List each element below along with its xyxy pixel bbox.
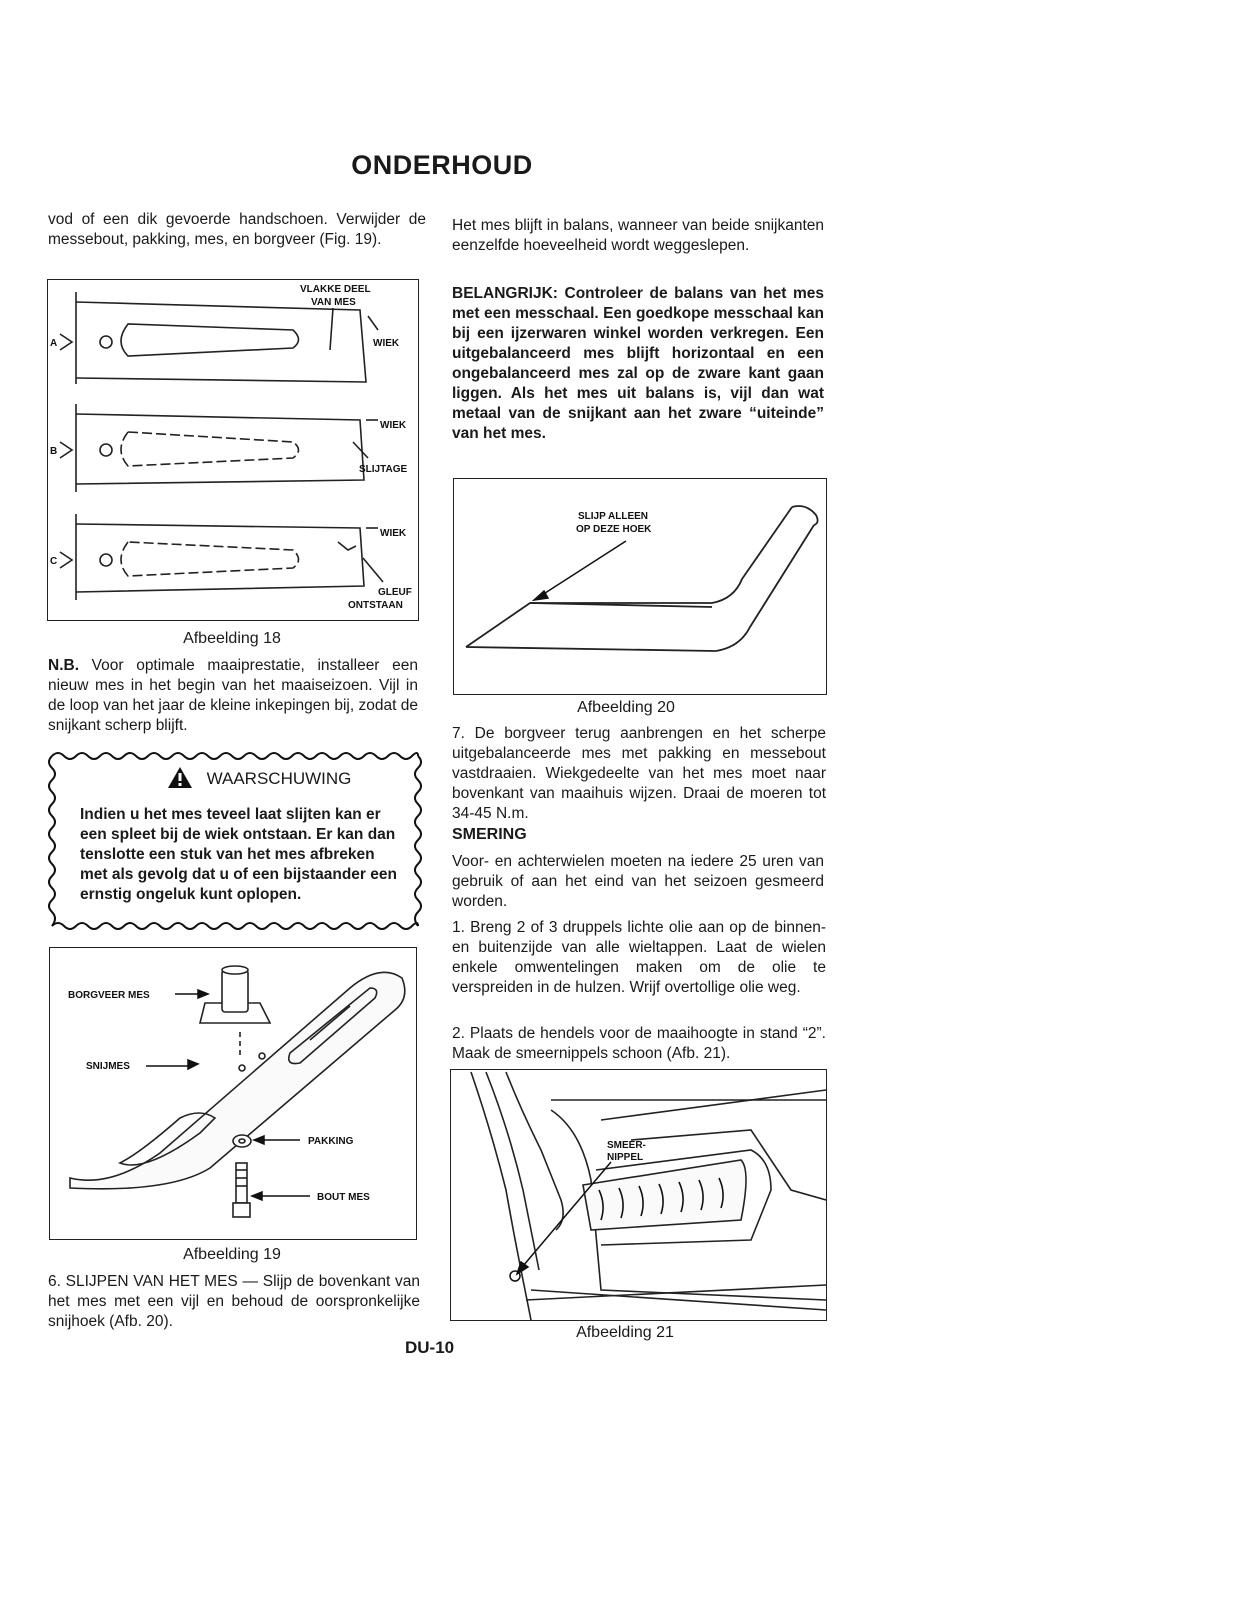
fig21-label-2: NIPPEL [607,1152,644,1163]
fig18-label-slot-2: ONTSTAAN [348,600,403,611]
fig19-label-washer: PAKKING [308,1136,354,1147]
figure-21 [450,1069,827,1321]
warning-body: Indien u het mes teveel laat slijten kan er een spleet bij de wiek ontstaan. Er kan dan tenslotte een stuk van het mes afbreken met als gevolg dat u of een bijstaander een ernstig ongeluk kunt oplopen. [80,806,397,903]
step-7-paragraph: 7. De borgveer terug aanbrengen en het scherpe uitgebalanceerde mes met pakking en messebout vastdraaien. Wiekgedeelte van het mes moet naar bovenkant van maaihuis wijzen. Draai de moeren tot 34-45 N.m. [452,725,826,822]
fig18-label-slot-1: GLEUF [378,587,412,598]
warning-box [48,750,422,932]
fig20-label-1: SLIJP ALLEEN [578,511,649,522]
balance-paragraph: Het mes blijft in balans, wanneer van beide snijkanten eenzelfde hoeveelheid wordt weggeslepen. [452,217,824,254]
fig18-label-c: C [50,556,58,567]
figure-18 [47,279,419,621]
fig18-label-flat-1: VLAKKE DEEL [300,284,371,295]
warning-heading: WAARSCHUWING [206,769,352,788]
fig18-label-b: B [50,446,58,457]
note-text: Voor optimale maaiprestatie, installeer een nieuw mes in het begin van het maaiseizoen. Vijl in de loop van het jaar de kleine inkepingen bij, zodat de snijkant scherp blijft. [48,657,418,734]
note-lead: N.B. [48,657,79,674]
fig19-label-spring: BORGVEER MES [68,990,150,1001]
fig18-label-wing-b: WIEK [380,420,407,431]
important-text: Controleer de balans van het mes met een messchaal. Een goedkope messchaal kan bij een ijzerwaren winkel worden verkregen. Een uitgebalanceerd mes blijft horizontaal en een ongebalanceerd mes zal op de zware kant gaan liggen. Als het mes uit balans is, vijl dan wat metaal van de snijkant aan het zware “uiteinde” van het mes. [452,285,824,442]
fig18-label-flat-2: VAN MES [311,297,356,308]
figure-19 [49,947,417,1240]
figure-19-caption: Afbeelding 19 [183,1246,281,1263]
lubrication-step-2: 2. Plaats de hendels voor de maaihoogte in stand “2”. Maak de smeernippels schoon (Afb. 21). [452,1025,826,1062]
fig19-label-bolt: BOUT MES [317,1192,370,1203]
fig18-label-wear: SLIJTAGE [359,464,408,475]
lubrication-heading: SMERING [452,826,527,843]
figure-20 [453,478,827,695]
fig18-label-wing-c: WIEK [380,528,407,539]
figure-21-caption: Afbeelding 21 [576,1324,674,1341]
lubrication-step-1: 1. Breng 2 of 3 druppels lichte olie aan op de binnen- en buitenzijde van alle wieltappen. Laat de wielen enkele omwentelingen maken om de olie te verspreiden in de hulzen. Wrijf overtollige olie weg. [452,919,826,996]
fig18-label-wing-a: WIEK [373,338,400,349]
important-paragraph [452,284,824,444]
fig18-label-a: A [50,338,58,349]
intro-paragraph: vod of een dik gevoerde handschoen. Verwijder de messebout, pakking, mes, en borgveer (Fig. 19). [48,211,426,248]
fig21-label-1: SMEER- [607,1140,646,1151]
blade-wear-diagram [48,280,418,620]
page-title: ONDERHOUD [351,150,533,180]
figure-18-caption: Afbeelding 18 [183,630,281,647]
step-6-paragraph: 6. SLIJPEN VAN HET MES — Slijp de bovenkant van het mes met een vijl en behoud de oorspronkelijke snijhoek (Afb. 20). [48,1273,420,1330]
page-number: DU-10 [405,1338,455,1357]
important-lead: BELANGRIJK: [452,285,558,302]
grease-fitting-diagram [451,1070,826,1320]
figure-20-caption: Afbeelding 20 [577,699,675,716]
lubrication-intro: Voor- en achterwielen moeten na iedere 25 uren van gebruik of aan het eind van het seizoen gesmeerd worden. [452,853,824,910]
blade-assembly-diagram [50,948,416,1239]
fig20-label-2: OP DEZE HOEK [576,524,652,535]
note-paragraph [48,656,418,736]
fig19-label-blade: SNIJMES [86,1061,130,1072]
sharpening-angle-diagram [454,479,826,694]
